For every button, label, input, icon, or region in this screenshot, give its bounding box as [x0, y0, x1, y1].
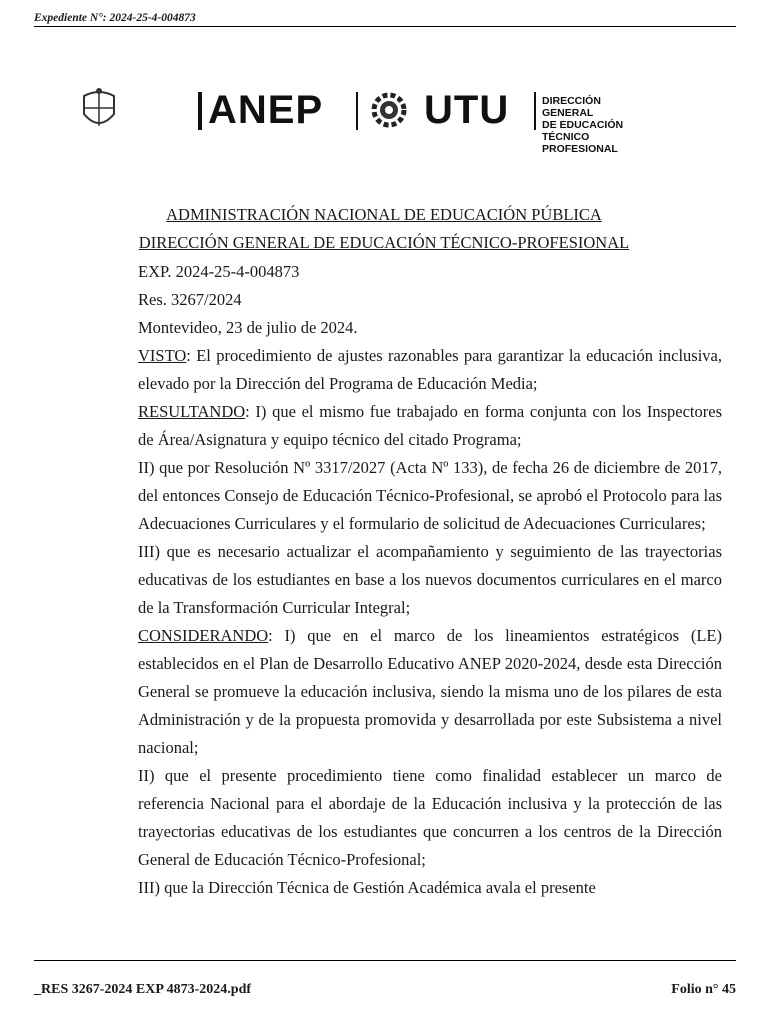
resultando-i-paragraph: [138, 398, 722, 454]
dgetp-logo-text: [542, 95, 628, 155]
resultando-ii-paragraph: II) que por Resolución Nº 3317/2027 (Acta Nº 133), de fecha 26 de diciembre de 2017, del entonces Consejo de Educación Técnico-Profesional, se aprobó el Protocolo para las Adecuaciones Curriculares y el formulario de solicitud de Adecuaciones Curriculares;: [138, 458, 722, 533]
dgetp-line: TÉCNICO PROFESIONAL: [542, 131, 618, 155]
document-title-primary: ADMINISTRACIÓN NACIONAL DE EDUCACIÓN PÚBLICA: [166, 205, 602, 224]
document-body: [138, 258, 722, 902]
resultando-i-text: : I) que el mismo fue trabajado en forma conjunta con los Inspectores de Área/Asignatura y equipo técnico del citado Programa;: [138, 402, 722, 449]
considerando-label: CONSIDERANDO: [138, 626, 269, 645]
considerando-i-text: : I) que en el marco de los lineamientos estratégicos (LE) establecidos en el Plan de Desarrollo Educativo ANEP 2020-2024, desde esta Dirección General se promueve la educación inclusiva, siendo la misma uno de los pilares de esta Administración y de la propuesta promovida y desarrollada por este Subsistema a nivel nacional;: [138, 626, 722, 757]
visto-paragraph: [138, 342, 722, 398]
resultando-iii-paragraph: III) que es necesario actualizar el acompañamiento y seguimiento de las trayectorias educativas de los estudiantes en base a los nuevos documentos curriculares en el marco de la Transformación Curricular Integral;: [138, 542, 722, 617]
expediente-number: EXP. 2024-25-4-004873: [138, 262, 300, 281]
resultando-label: RESULTANDO: [138, 402, 246, 421]
considerando-i-paragraph: [138, 622, 722, 762]
document-title-secondary: DIRECCIÓN GENERAL DE EDUCACIÓN TÉCNICO-PROFESIONAL: [138, 233, 630, 252]
visto-text: : El procedimiento de ajustes razonables para garantizar la educación inclusiva, elevado por la Dirección del Programa de Educación Media;: [138, 346, 722, 393]
considerando-iii-paragraph: III) que la Dirección Técnica de Gestión Académica avala el presente: [138, 878, 596, 897]
utu-gear-icon: [366, 86, 412, 134]
logo-separator: [198, 92, 202, 130]
folio-number: Folio n° 45: [671, 982, 736, 997]
footer-filename: _RES 3267-2024 EXP 4873-2024.pdf: [34, 982, 252, 997]
dgetp-line: DE EDUCACIÓN: [542, 119, 624, 131]
dgetp-line: DIRECCIÓN GENERAL: [542, 95, 601, 119]
footer-divider: [34, 960, 736, 961]
anep-logo: ANEP: [208, 88, 324, 132]
visto-label: VISTO: [138, 346, 187, 365]
considerando-ii-paragraph: II) que el presente procedimiento tiene como finalidad establecer un marco de referencia Nacional para el abordaje de la Educación inclusiva y la protección de las trayectorias educativas de los estudiantes que concurren a los centros de la Dirección General de Educación Técnico-Profesional;: [138, 766, 722, 869]
institution-logo-bar: [68, 84, 628, 155]
national-crest-icon: [76, 86, 122, 134]
resolution-number: Res. 3267/2024: [138, 290, 242, 309]
expediente-header: Expediente N°: 2024-25-4-004873: [34, 12, 736, 27]
document-date: Montevideo, 23 de julio de 2024.: [138, 318, 358, 337]
logo-separator: [356, 92, 358, 130]
utu-logo: UTU: [424, 88, 510, 132]
logo-separator: [534, 92, 536, 130]
